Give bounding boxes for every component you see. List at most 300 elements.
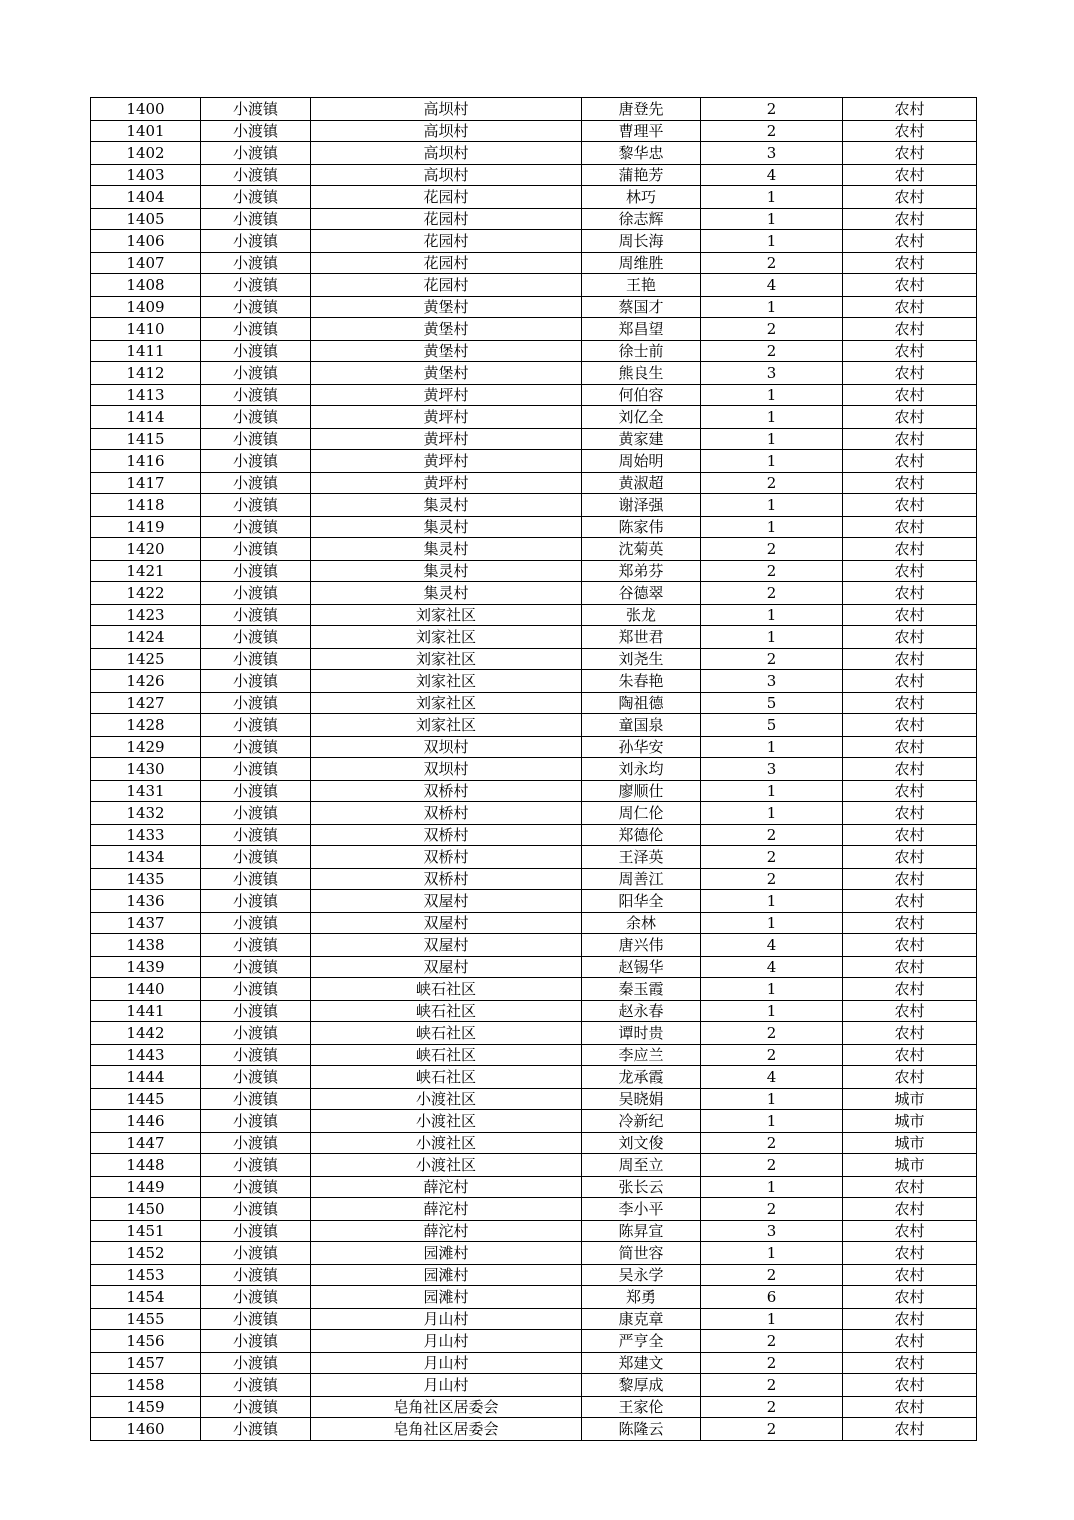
cell-town: 小渡镇: [201, 1286, 311, 1309]
cell-count: 2: [701, 538, 843, 561]
cell-town: 小渡镇: [201, 274, 311, 297]
cell-row-number: 1401: [91, 120, 201, 142]
cell-row-number: 1415: [91, 428, 201, 450]
table-row: [91, 1352, 977, 1374]
cell-village: 刘家社区: [311, 692, 582, 714]
cell-village: 黄堡村: [311, 362, 582, 385]
cell-town: 小渡镇: [201, 186, 311, 209]
cell-town: 小渡镇: [201, 1352, 311, 1374]
cell-village: 高坝村: [311, 98, 582, 121]
cell-town: 小渡镇: [201, 736, 311, 758]
cell-village: 双桥村: [311, 780, 582, 802]
cell-town: 小渡镇: [201, 120, 311, 142]
cell-name: 阳华全: [582, 890, 701, 913]
cell-name: 蒲艳芳: [582, 164, 701, 186]
cell-type: 农村: [843, 252, 977, 274]
cell-count: 1: [701, 1000, 843, 1022]
cell-name: 童国泉: [582, 714, 701, 737]
cell-type: 农村: [843, 1352, 977, 1374]
cell-name: 周至立: [582, 1154, 701, 1177]
cell-name: 王艳: [582, 274, 701, 297]
cell-type: 农村: [843, 1264, 977, 1286]
cell-count: 2: [701, 1418, 843, 1441]
table-row: [91, 538, 977, 561]
cell-town: 小渡镇: [201, 318, 311, 341]
cell-row-number: 1448: [91, 1154, 201, 1177]
table-row: [91, 780, 977, 802]
cell-count: 2: [701, 560, 843, 582]
cell-village: 峡石社区: [311, 1044, 582, 1066]
cell-count: 3: [701, 142, 843, 165]
cell-count: 6: [701, 1286, 843, 1309]
cell-name: 刘尧生: [582, 648, 701, 670]
cell-row-number: 1445: [91, 1088, 201, 1110]
cell-count: 1: [701, 1088, 843, 1110]
cell-town: 小渡镇: [201, 142, 311, 165]
cell-village: 薛沱村: [311, 1220, 582, 1242]
cell-name: 蔡国才: [582, 296, 701, 318]
cell-count: 1: [701, 736, 843, 758]
cell-count: 2: [701, 318, 843, 341]
cell-row-number: 1418: [91, 494, 201, 517]
cell-type: 农村: [843, 846, 977, 869]
table-row: [91, 912, 977, 934]
cell-row-number: 1409: [91, 296, 201, 318]
cell-type: 农村: [843, 912, 977, 934]
cell-row-number: 1453: [91, 1264, 201, 1286]
cell-town: 小渡镇: [201, 802, 311, 825]
cell-name: 谭时贵: [582, 1022, 701, 1045]
cell-town: 小渡镇: [201, 1396, 311, 1418]
cell-town: 小渡镇: [201, 1110, 311, 1133]
cell-count: 1: [701, 1110, 843, 1133]
cell-row-number: 1423: [91, 604, 201, 626]
table-row: [91, 1066, 977, 1089]
cell-town: 小渡镇: [201, 1374, 311, 1397]
cell-row-number: 1428: [91, 714, 201, 737]
cell-count: 2: [701, 1022, 843, 1045]
table-row: [91, 604, 977, 626]
cell-count: 4: [701, 956, 843, 978]
cell-village: 集灵村: [311, 538, 582, 561]
cell-row-number: 1450: [91, 1198, 201, 1221]
table-row: [91, 208, 977, 230]
cell-village: 黄坪村: [311, 428, 582, 450]
cell-row-number: 1426: [91, 670, 201, 693]
cell-type: 城市: [843, 1088, 977, 1110]
cell-row-number: 1420: [91, 538, 201, 561]
cell-type: 城市: [843, 1132, 977, 1154]
cell-town: 小渡镇: [201, 934, 311, 957]
cell-count: 2: [701, 98, 843, 121]
cell-row-number: 1433: [91, 824, 201, 846]
cell-village: 黄堡村: [311, 318, 582, 341]
cell-village: 双坝村: [311, 736, 582, 758]
cell-count: 2: [701, 1396, 843, 1418]
cell-name: 刘亿全: [582, 406, 701, 429]
table-row: [91, 516, 977, 538]
cell-town: 小渡镇: [201, 1176, 311, 1198]
cell-village: 月山村: [311, 1330, 582, 1353]
cell-row-number: 1431: [91, 780, 201, 802]
cell-name: 陈昇宣: [582, 1220, 701, 1242]
cell-row-number: 1439: [91, 956, 201, 978]
cell-type: 农村: [843, 120, 977, 142]
cell-count: 5: [701, 692, 843, 714]
cell-name: 李应兰: [582, 1044, 701, 1066]
cell-count: 4: [701, 164, 843, 186]
cell-type: 农村: [843, 824, 977, 846]
cell-row-number: 1424: [91, 626, 201, 649]
cell-row-number: 1459: [91, 1396, 201, 1418]
cell-town: 小渡镇: [201, 472, 311, 494]
cell-count: 1: [701, 494, 843, 517]
cell-count: 2: [701, 1352, 843, 1374]
cell-village: 双屋村: [311, 956, 582, 978]
cell-town: 小渡镇: [201, 428, 311, 450]
cell-name: 龙承霞: [582, 1066, 701, 1089]
cell-town: 小渡镇: [201, 1330, 311, 1353]
cell-row-number: 1437: [91, 912, 201, 934]
cell-row-number: 1427: [91, 692, 201, 714]
table-row: [91, 318, 977, 341]
cell-name: 郑勇: [582, 1286, 701, 1309]
cell-town: 小渡镇: [201, 912, 311, 934]
cell-village: 刘家社区: [311, 648, 582, 670]
cell-type: 城市: [843, 1110, 977, 1133]
cell-village: 薛沱村: [311, 1176, 582, 1198]
table-row: [91, 472, 977, 494]
cell-count: 3: [701, 670, 843, 693]
cell-town: 小渡镇: [201, 560, 311, 582]
cell-name: 熊良生: [582, 362, 701, 385]
cell-type: 农村: [843, 318, 977, 341]
cell-type: 农村: [843, 230, 977, 253]
cell-row-number: 1404: [91, 186, 201, 209]
cell-village: 双屋村: [311, 934, 582, 957]
cell-count: 1: [701, 296, 843, 318]
cell-village: 集灵村: [311, 494, 582, 517]
cell-name: 黎华忠: [582, 142, 701, 165]
cell-name: 郑弟芬: [582, 560, 701, 582]
cell-name: 周始明: [582, 450, 701, 473]
table-row: [91, 274, 977, 297]
cell-town: 小渡镇: [201, 494, 311, 517]
cell-row-number: 1444: [91, 1066, 201, 1089]
cell-name: 廖顺仕: [582, 780, 701, 802]
cell-row-number: 1425: [91, 648, 201, 670]
table-row: [91, 1154, 977, 1177]
cell-type: 农村: [843, 1242, 977, 1265]
cell-count: 1: [701, 1176, 843, 1198]
cell-type: 农村: [843, 494, 977, 517]
cell-count: 1: [701, 208, 843, 230]
cell-row-number: 1438: [91, 934, 201, 957]
cell-type: 农村: [843, 1374, 977, 1397]
table-row: [91, 692, 977, 714]
cell-town: 小渡镇: [201, 340, 311, 362]
cell-village: 黄坪村: [311, 450, 582, 473]
cell-type: 农村: [843, 648, 977, 670]
cell-count: 1: [701, 428, 843, 450]
cell-name: 简世容: [582, 1242, 701, 1265]
cell-count: 4: [701, 1066, 843, 1089]
cell-village: 月山村: [311, 1374, 582, 1397]
table-row: [91, 1242, 977, 1265]
table-row: [91, 758, 977, 781]
cell-row-number: 1434: [91, 846, 201, 869]
cell-count: 1: [701, 230, 843, 253]
cell-row-number: 1400: [91, 98, 201, 121]
cell-town: 小渡镇: [201, 384, 311, 406]
cell-town: 小渡镇: [201, 450, 311, 473]
cell-count: 3: [701, 362, 843, 385]
cell-type: 农村: [843, 758, 977, 781]
cell-type: 农村: [843, 802, 977, 825]
cell-name: 张长云: [582, 1176, 701, 1198]
table-row: [91, 186, 977, 209]
cell-type: 农村: [843, 362, 977, 385]
cell-count: 2: [701, 1198, 843, 1221]
cell-village: 月山村: [311, 1308, 582, 1330]
cell-name: 朱春艳: [582, 670, 701, 693]
cell-village: 花园村: [311, 208, 582, 230]
cell-name: 郑建文: [582, 1352, 701, 1374]
table-row: [91, 846, 977, 869]
cell-name: 陶祖德: [582, 692, 701, 714]
cell-village: 高坝村: [311, 120, 582, 142]
table-row: [91, 560, 977, 582]
cell-village: 双桥村: [311, 846, 582, 869]
cell-name: 黄家建: [582, 428, 701, 450]
table-row: [91, 230, 977, 253]
cell-town: 小渡镇: [201, 604, 311, 626]
cell-row-number: 1416: [91, 450, 201, 473]
cell-type: 农村: [843, 1022, 977, 1045]
cell-village: 双坝村: [311, 758, 582, 781]
cell-type: 农村: [843, 450, 977, 473]
cell-name: 黎厚成: [582, 1374, 701, 1397]
cell-village: 刘家社区: [311, 714, 582, 737]
cell-count: 3: [701, 758, 843, 781]
cell-count: 1: [701, 516, 843, 538]
table-row: [91, 1286, 977, 1309]
cell-count: 2: [701, 1132, 843, 1154]
cell-row-number: 1419: [91, 516, 201, 538]
table-row: [91, 494, 977, 517]
cell-count: 1: [701, 912, 843, 934]
cell-name: 林巧: [582, 186, 701, 209]
cell-name: 孙华安: [582, 736, 701, 758]
cell-name: 陈隆云: [582, 1418, 701, 1441]
cell-name: 黄淑超: [582, 472, 701, 494]
cell-type: 农村: [843, 98, 977, 121]
cell-count: 2: [701, 846, 843, 869]
cell-town: 小渡镇: [201, 978, 311, 1001]
cell-town: 小渡镇: [201, 1198, 311, 1221]
cell-village: 园滩村: [311, 1264, 582, 1286]
table-row: [91, 450, 977, 473]
table-row: [91, 648, 977, 670]
cell-row-number: 1460: [91, 1418, 201, 1441]
cell-name: 郑昌望: [582, 318, 701, 341]
table-row: [91, 252, 977, 274]
table-row: [91, 824, 977, 846]
cell-village: 花园村: [311, 186, 582, 209]
cell-town: 小渡镇: [201, 296, 311, 318]
cell-village: 小渡社区: [311, 1132, 582, 1154]
cell-type: 农村: [843, 406, 977, 429]
table-row: [91, 736, 977, 758]
cell-count: 1: [701, 384, 843, 406]
cell-town: 小渡镇: [201, 98, 311, 121]
cell-name: 吴晓娟: [582, 1088, 701, 1110]
cell-name: 周维胜: [582, 252, 701, 274]
table-row: [91, 384, 977, 406]
table-row: [91, 890, 977, 913]
cell-count: 1: [701, 626, 843, 649]
cell-row-number: 1442: [91, 1022, 201, 1045]
cell-town: 小渡镇: [201, 868, 311, 890]
cell-row-number: 1429: [91, 736, 201, 758]
cell-row-number: 1402: [91, 142, 201, 165]
cell-name: 严亨全: [582, 1330, 701, 1353]
cell-village: 黄堡村: [311, 340, 582, 362]
cell-row-number: 1443: [91, 1044, 201, 1066]
cell-town: 小渡镇: [201, 1088, 311, 1110]
cell-village: 高坝村: [311, 164, 582, 186]
table-row: [91, 1000, 977, 1022]
cell-town: 小渡镇: [201, 582, 311, 605]
cell-name: 冷新纪: [582, 1110, 701, 1133]
table-row: [91, 1132, 977, 1154]
cell-town: 小渡镇: [201, 758, 311, 781]
table-row: [91, 582, 977, 605]
cell-town: 小渡镇: [201, 648, 311, 670]
cell-type: 城市: [843, 1154, 977, 1177]
cell-count: 2: [701, 1374, 843, 1397]
table-row: [91, 802, 977, 825]
table-row: [91, 98, 977, 121]
cell-count: 2: [701, 868, 843, 890]
table-row: [91, 120, 977, 142]
table-row: [91, 714, 977, 737]
cell-type: 农村: [843, 934, 977, 957]
cell-type: 农村: [843, 714, 977, 737]
cell-village: 刘家社区: [311, 670, 582, 693]
cell-village: 黄坪村: [311, 384, 582, 406]
cell-count: 1: [701, 978, 843, 1001]
cell-row-number: 1458: [91, 1374, 201, 1397]
cell-type: 农村: [843, 1044, 977, 1066]
cell-name: 余林: [582, 912, 701, 934]
cell-type: 农村: [843, 1286, 977, 1309]
cell-row-number: 1430: [91, 758, 201, 781]
cell-count: 2: [701, 1264, 843, 1286]
table-row: [91, 1198, 977, 1221]
cell-town: 小渡镇: [201, 362, 311, 385]
cell-row-number: 1417: [91, 472, 201, 494]
cell-town: 小渡镇: [201, 1220, 311, 1242]
cell-village: 月山村: [311, 1352, 582, 1374]
cell-town: 小渡镇: [201, 230, 311, 253]
cell-type: 农村: [843, 142, 977, 165]
cell-row-number: 1446: [91, 1110, 201, 1133]
cell-town: 小渡镇: [201, 1044, 311, 1066]
cell-town: 小渡镇: [201, 1000, 311, 1022]
cell-row-number: 1436: [91, 890, 201, 913]
cell-count: 2: [701, 1044, 843, 1066]
cell-row-number: 1413: [91, 384, 201, 406]
cell-count: 2: [701, 582, 843, 605]
cell-village: 花园村: [311, 274, 582, 297]
table-row: [91, 406, 977, 429]
cell-town: 小渡镇: [201, 1308, 311, 1330]
cell-village: 高坝村: [311, 142, 582, 165]
cell-village: 薛沱村: [311, 1198, 582, 1221]
cell-name: 吴永学: [582, 1264, 701, 1286]
cell-row-number: 1457: [91, 1352, 201, 1374]
table-row: [91, 1022, 977, 1045]
cell-type: 农村: [843, 1198, 977, 1221]
cell-village: 峡石社区: [311, 1022, 582, 1045]
cell-count: 3: [701, 1220, 843, 1242]
cell-village: 峡石社区: [311, 1066, 582, 1089]
cell-name: 沈菊英: [582, 538, 701, 561]
cell-town: 小渡镇: [201, 626, 311, 649]
cell-count: 2: [701, 1330, 843, 1353]
cell-type: 农村: [843, 208, 977, 230]
cell-village: 集灵村: [311, 560, 582, 582]
cell-row-number: 1452: [91, 1242, 201, 1265]
cell-name: 谷德翠: [582, 582, 701, 605]
cell-type: 农村: [843, 692, 977, 714]
cell-type: 农村: [843, 516, 977, 538]
cell-row-number: 1403: [91, 164, 201, 186]
table-row: [91, 1220, 977, 1242]
cell-town: 小渡镇: [201, 1154, 311, 1177]
cell-name: 郑世君: [582, 626, 701, 649]
cell-name: 赵永春: [582, 1000, 701, 1022]
cell-count: 2: [701, 1154, 843, 1177]
cell-row-number: 1410: [91, 318, 201, 341]
cell-village: 小渡社区: [311, 1088, 582, 1110]
table-row: [91, 428, 977, 450]
cell-name: 陈家伟: [582, 516, 701, 538]
cell-name: 张龙: [582, 604, 701, 626]
cell-row-number: 1449: [91, 1176, 201, 1198]
cell-type: 农村: [843, 1176, 977, 1198]
cell-count: 1: [701, 406, 843, 429]
cell-town: 小渡镇: [201, 1132, 311, 1154]
cell-village: 园滩村: [311, 1242, 582, 1265]
cell-row-number: 1447: [91, 1132, 201, 1154]
cell-count: 2: [701, 120, 843, 142]
cell-village: 小渡社区: [311, 1154, 582, 1177]
cell-town: 小渡镇: [201, 164, 311, 186]
cell-type: 农村: [843, 560, 977, 582]
table-row: [91, 1176, 977, 1198]
data-table: [90, 97, 977, 1441]
cell-row-number: 1451: [91, 1220, 201, 1242]
cell-name: 王泽英: [582, 846, 701, 869]
cell-type: 农村: [843, 1418, 977, 1441]
cell-type: 农村: [843, 538, 977, 561]
table-row: [91, 934, 977, 957]
cell-name: 秦玉霞: [582, 978, 701, 1001]
cell-count: 5: [701, 714, 843, 737]
cell-row-number: 1454: [91, 1286, 201, 1309]
